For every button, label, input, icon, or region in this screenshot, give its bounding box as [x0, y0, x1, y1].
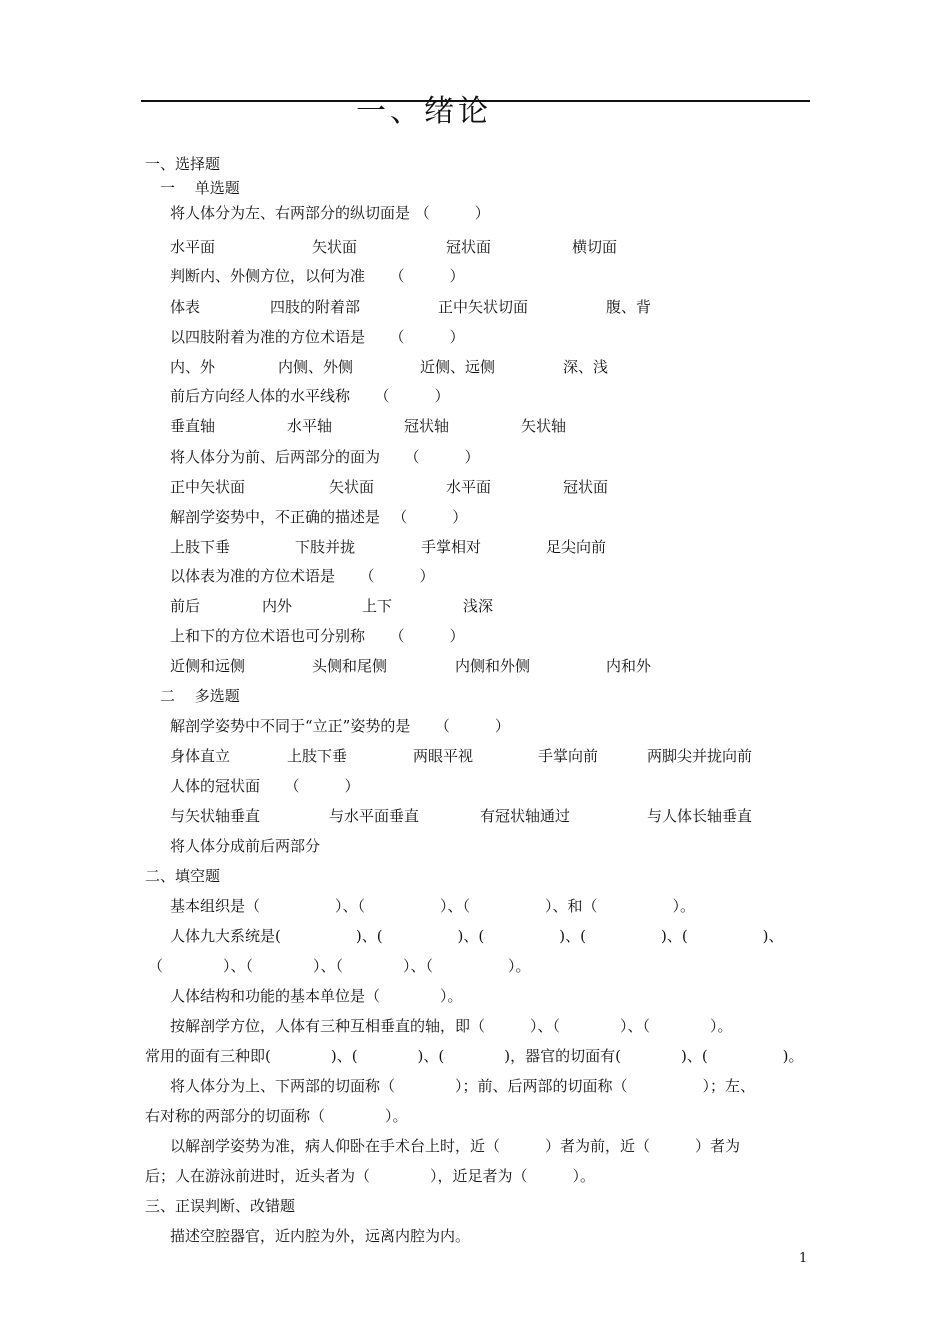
section-heading-choice: 一、选择题 [145, 155, 221, 173]
option: 与人体长轴垂直 [647, 807, 753, 825]
question-7-options [170, 596, 810, 616]
option: 水平面 [446, 478, 492, 496]
option: 浅深 [463, 597, 494, 615]
option: 近侧和远侧 [170, 657, 246, 675]
multi-question-2: 人体的冠状面 （ ） [170, 777, 360, 795]
question-2-options [170, 297, 810, 317]
question-1: 将人体分为左、右两部分的纵切面是 （ ） [170, 204, 490, 222]
chapter-title: 一、绪论 [356, 94, 492, 129]
fill-question-5-line-2: 右对称的两部分的切面称（ ）。 [145, 1107, 408, 1125]
option: 头侧和尾侧 [312, 657, 388, 675]
question-2: 判断内、外侧方位，以何为准 （ ） [170, 267, 465, 285]
question-5: 将人体分为前、后两部分的面为 （ ） [170, 448, 480, 466]
question-4-options [170, 416, 810, 436]
question-6: 解剖学姿势中，不正确的描述是 （ ） [170, 508, 468, 526]
option: 上肢下垂 [170, 538, 231, 556]
option: 矢状轴 [521, 417, 567, 435]
subsection-multiple-choice: 二 多选题 [160, 687, 240, 705]
option: 深、浅 [563, 358, 609, 376]
fill-question-5-line-1: 将人体分为上、下两部的切面称（ ）；前、后两部的切面称（ ）；左、 [170, 1077, 756, 1095]
option: 垂直轴 [170, 417, 216, 435]
option: 内侧、外侧 [278, 358, 354, 376]
option: 内和外 [606, 657, 652, 675]
question-8-options [170, 656, 810, 676]
option: 与矢状轴垂直 [170, 807, 261, 825]
fill-question-6-line-2: 后；人在游泳前进时，近头者为（ ），近足者为（ ）。 [145, 1167, 596, 1185]
option: 两眼平视 [413, 747, 474, 765]
multi-question-2-option-last: 将人体分成前后两部分 [170, 837, 321, 855]
page-number: 1 [799, 1251, 808, 1266]
option: 内外 [262, 597, 293, 615]
option: 四肢的附着部 [270, 298, 361, 316]
question-3: 以四肢附着为准的方位术语是 （ ） [170, 328, 465, 346]
question-5-options [170, 477, 810, 497]
option: 冠状面 [563, 478, 609, 496]
option: 冠状轴 [404, 417, 450, 435]
multi-question-2-options [170, 806, 810, 826]
question-3-options [170, 357, 810, 377]
question-8: 上和下的方位术语也可分别称 （ ） [170, 627, 465, 645]
option: 前后 [170, 597, 201, 615]
option: 足尖向前 [546, 538, 607, 556]
option: 水平轴 [287, 417, 333, 435]
question-7: 以体表为准的方位术语是 （ ） [170, 567, 435, 585]
multi-question-1: 解剖学姿势中不同于“立正”姿势的是 （ ） [170, 717, 510, 735]
fill-question-4-line-2: 常用的面有三种即( )、( )、( )，器官的切面有( )、( )。 [145, 1047, 804, 1065]
section-heading-fill-in: 二、填空题 [145, 867, 221, 885]
fill-question-4-line-1: 按解剖学方位，人体有三种互相垂直的轴，即（ ）、（ ）、（ ）。 [170, 1017, 733, 1035]
option: 内、外 [170, 358, 216, 376]
multi-question-1-options [170, 746, 810, 766]
fill-question-1: 基本组织是（ ）、（ ）、（ ）、和（ ）。 [170, 897, 696, 915]
option: 有冠状轴通过 [480, 807, 571, 825]
option: 近侧、远侧 [420, 358, 496, 376]
fill-question-6-line-1: 以解剖学姿势为准，病人仰卧在手术台上时，近（ ）者为前，近（ ）者为 [170, 1137, 741, 1155]
option: 与水平面垂直 [329, 807, 420, 825]
option: 冠状面 [446, 238, 492, 256]
true-false-question-1: 描述空腔器官，近内腔为外，远离内腔为内。 [170, 1227, 471, 1245]
question-1-options [170, 237, 810, 257]
question-4: 前后方向经人体的水平线称 （ ） [170, 387, 450, 405]
fill-question-2-line-2: （ ）、（ ）、（ ）、（ ）。 [148, 957, 531, 975]
option: 下肢并拢 [295, 538, 356, 556]
section-heading-true-false: 三、正误判断、改错题 [145, 1197, 296, 1215]
option: 矢状面 [329, 478, 375, 496]
option: 手掌向前 [538, 747, 599, 765]
option: 上肢下垂 [287, 747, 348, 765]
option: 矢状面 [312, 238, 358, 256]
question-6-options [170, 537, 810, 557]
option: 水平面 [170, 238, 216, 256]
option: 手掌相对 [421, 538, 482, 556]
option: 身体直立 [170, 747, 231, 765]
fill-question-3: 人体结构和功能的基本单位是（ ）。 [170, 987, 463, 1005]
option: 横切面 [572, 238, 618, 256]
fill-question-2-line-1: 人体九大系统是( )、( )、( )、( )、( )、 [170, 927, 784, 945]
option: 体表 [170, 298, 201, 316]
option: 内侧和外侧 [455, 657, 531, 675]
option: 正中矢状切面 [438, 298, 529, 316]
option: 正中矢状面 [170, 478, 246, 496]
option: 腹、背 [606, 298, 652, 316]
subsection-single-choice: 一 单选题 [160, 179, 240, 197]
option: 两脚尖并拢向前 [647, 747, 753, 765]
option: 上下 [362, 597, 393, 615]
